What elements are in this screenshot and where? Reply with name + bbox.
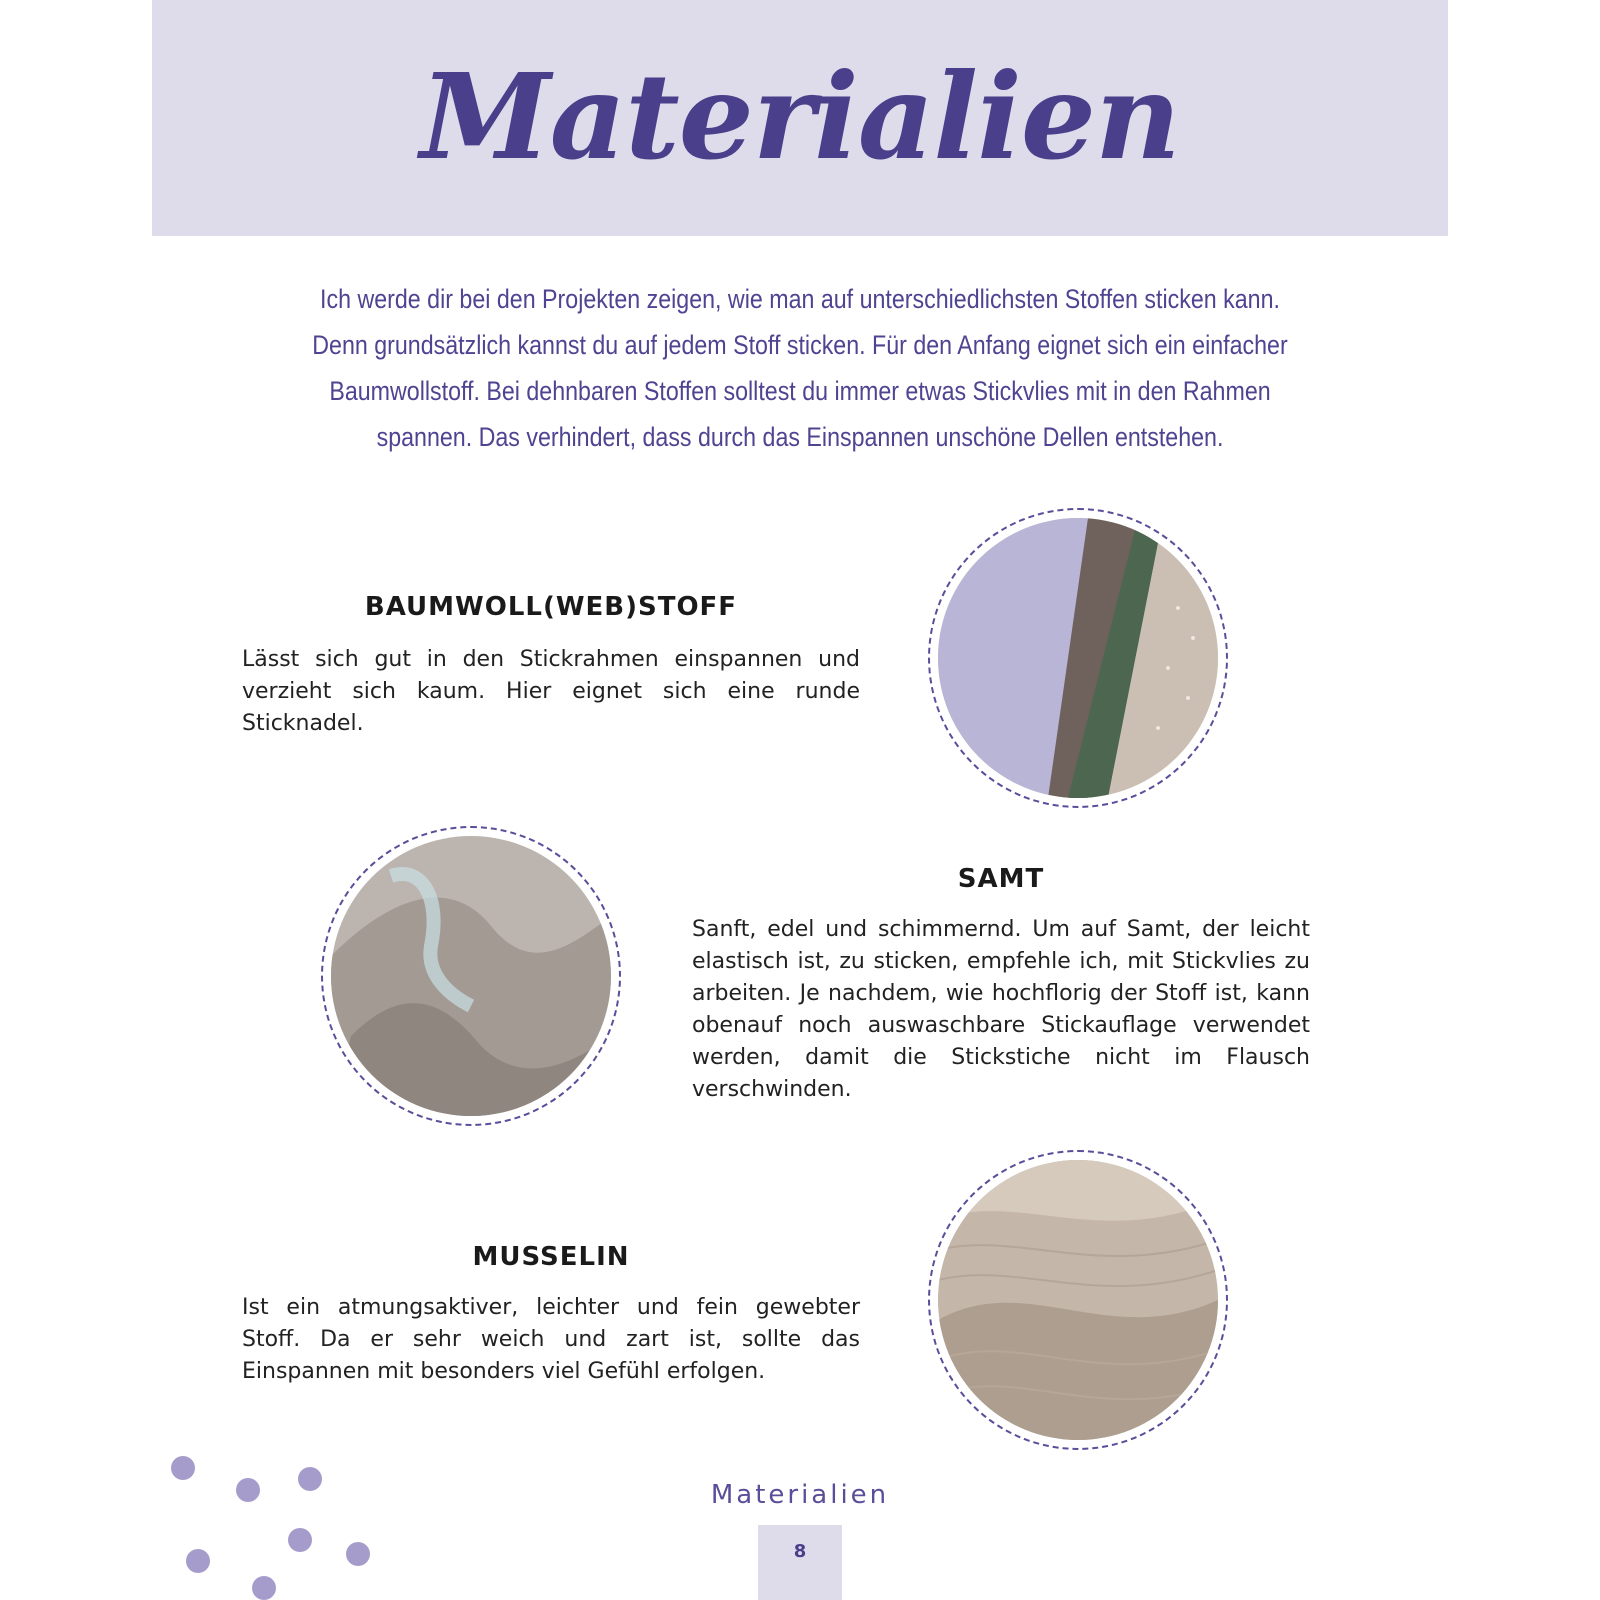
decorative-dot	[186, 1549, 210, 1573]
section-title-samt: SAMT	[957, 864, 1045, 894]
footer-chapter-label: Materialien	[710, 1480, 890, 1510]
section-body-samt: Sanft, edel und schimmernd. Um auf Samt, der leicht elastisch ist, zu sticken, empfehle ich, mit Stickvlies zu arbeiten. Je nachdem, wie hochflorig der Stoff ist, kann obenauf noch auswaschbare Stickauflage verwendet werden, damit die Stickstiche nicht im Flausch verschwinden.	[692, 917, 1310, 1102]
fabric-stack-image	[938, 518, 1218, 798]
photo-samt	[321, 826, 621, 1126]
decorative-dot	[236, 1478, 260, 1502]
photo-musselin	[928, 1150, 1228, 1450]
page-title: Materialien	[420, 47, 1180, 186]
header-band	[152, 0, 1448, 236]
page-number: 8	[793, 1541, 807, 1562]
photo-baumwolle	[928, 508, 1228, 808]
muslin-image	[938, 1160, 1218, 1440]
section-title-musselin: MUSSELIN	[472, 1242, 630, 1272]
decorative-dot	[298, 1467, 322, 1491]
section-body-musselin: Ist ein atmungsaktiver, leichter und fein gewebter Stoff. Da er sehr weich und zart ist, sollte das Einspannen mit besonders viel Gefühl erfolgen.	[242, 1295, 860, 1384]
section-body-baumwolle: Lässt sich gut in den Stickrahmen einspannen und verzieht sich kaum. Hier eignet sich eine runde Sticknadel.	[242, 647, 860, 736]
page-number-box	[758, 1525, 842, 1600]
decorative-dot	[171, 1456, 195, 1480]
intro-paragraph: Ich werde dir bei den Projekten zeigen, wie man auf unterschiedlichsten Stoffen sticken kann. Denn grundsätzlich kannst du auf jedem Stoff sticken. Für den Anfang eignet sich ein einfacher Baumwollstoff. Bei dehnbaren Stoffen solltest du immer etwas Stickvlies mit in den Rahmen spannen. Das verhindert, dass durch das Einspannen unschöne Dellen entstehen.	[312, 284, 1288, 452]
section-title-baumwolle: BAUMWOLL(WEB)STOFF	[364, 592, 738, 622]
decorative-dot	[288, 1528, 312, 1552]
velvet-image	[331, 836, 611, 1116]
decorative-dot	[252, 1576, 276, 1600]
decorative-dot	[346, 1542, 370, 1566]
